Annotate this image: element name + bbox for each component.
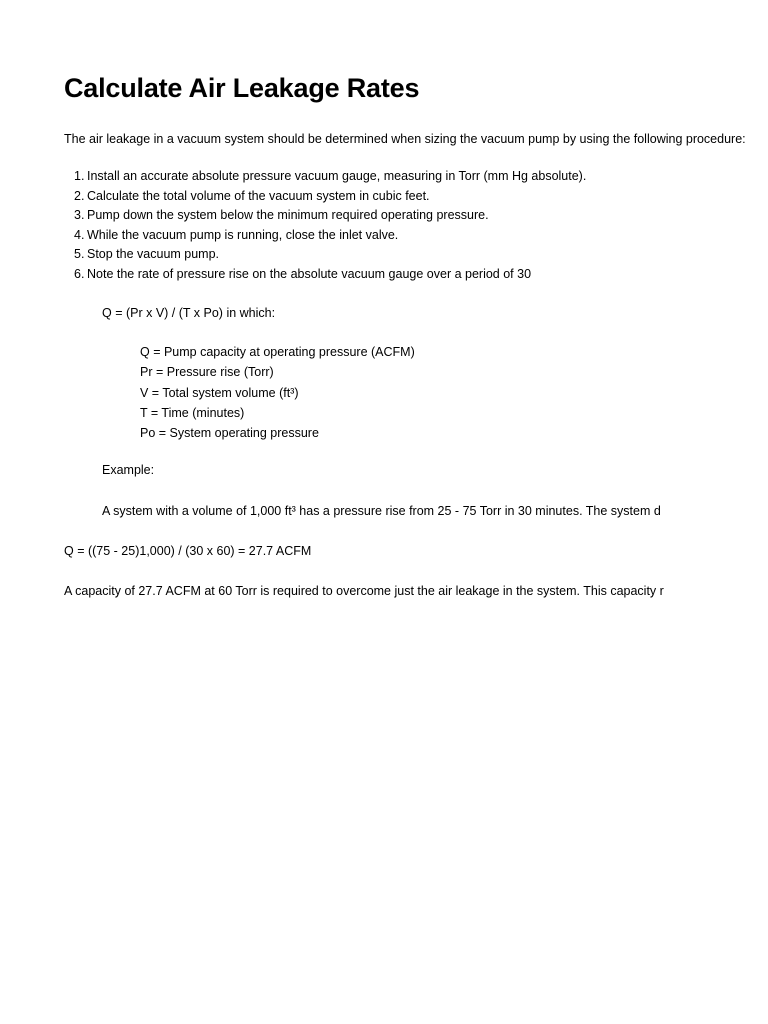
- step-number: 3.: [74, 208, 85, 222]
- conclusion-paragraph: A capacity of 27.7 ACFM at 60 Torr is required to overcome just the air leakage in the system. This capacity r: [64, 584, 664, 598]
- list-item: [74, 188, 668, 208]
- step-number: 1.: [74, 169, 85, 183]
- step-text: Note the rate of pressure rise on the absolute vacuum gauge over a period of 30: [87, 266, 532, 281]
- page-title: Calculate Air Leakage Rates: [64, 73, 420, 103]
- formula: Q = (Pr x V) / (T x Po) in which:: [102, 306, 276, 320]
- step-number: 6.: [74, 266, 85, 281]
- step-text: While the vacuum pump is running, close the inlet valve.: [87, 227, 399, 242]
- step-text: Stop the vacuum pump.: [87, 247, 220, 261]
- definition-item: Q = Pump capacity at operating pressure (ACFM): [140, 345, 415, 359]
- step-number: 4.: [74, 227, 85, 242]
- definition-item: Pr = Pressure rise (Torr): [140, 365, 274, 380]
- step-number: 5.: [74, 247, 85, 261]
- calculation-line: Q = ((75 - 25)1,000) / (30 x 60) = 27.7 ACFM: [64, 544, 312, 558]
- definition-item: Po = System operating pressure: [140, 426, 319, 441]
- example-heading: Example:: [102, 463, 155, 477]
- example-paragraph: A system with a volume of 1,000 ft³ has a pressure rise from 25 - 75 Torr in 30 minutes. The system d: [102, 504, 661, 518]
- list-item: [74, 227, 668, 247]
- list-item: [74, 207, 668, 227]
- definition-item: T = Time (minutes): [140, 405, 245, 420]
- list-item: [74, 168, 668, 188]
- list-item: [74, 266, 668, 286]
- step-text: Pump down the system below the minimum required operating pressure.: [87, 208, 489, 222]
- step-text: Install an accurate absolute pressure vacuum gauge, measuring in Torr (mm Hg absolute).: [87, 169, 587, 183]
- variable-definitions: [140, 344, 415, 445]
- step-number: 2.: [74, 188, 85, 203]
- list-item: [74, 246, 668, 266]
- intro-paragraph: The air leakage in a vacuum system should be determined when sizing the vacuum pump by using the following procedure:: [64, 132, 746, 146]
- step-text: Calculate the total volume of the vacuum system in cubic feet.: [87, 188, 430, 203]
- definition-item: V = Total system volume (ft³): [140, 385, 299, 400]
- procedure-steps-list: [74, 168, 668, 285]
